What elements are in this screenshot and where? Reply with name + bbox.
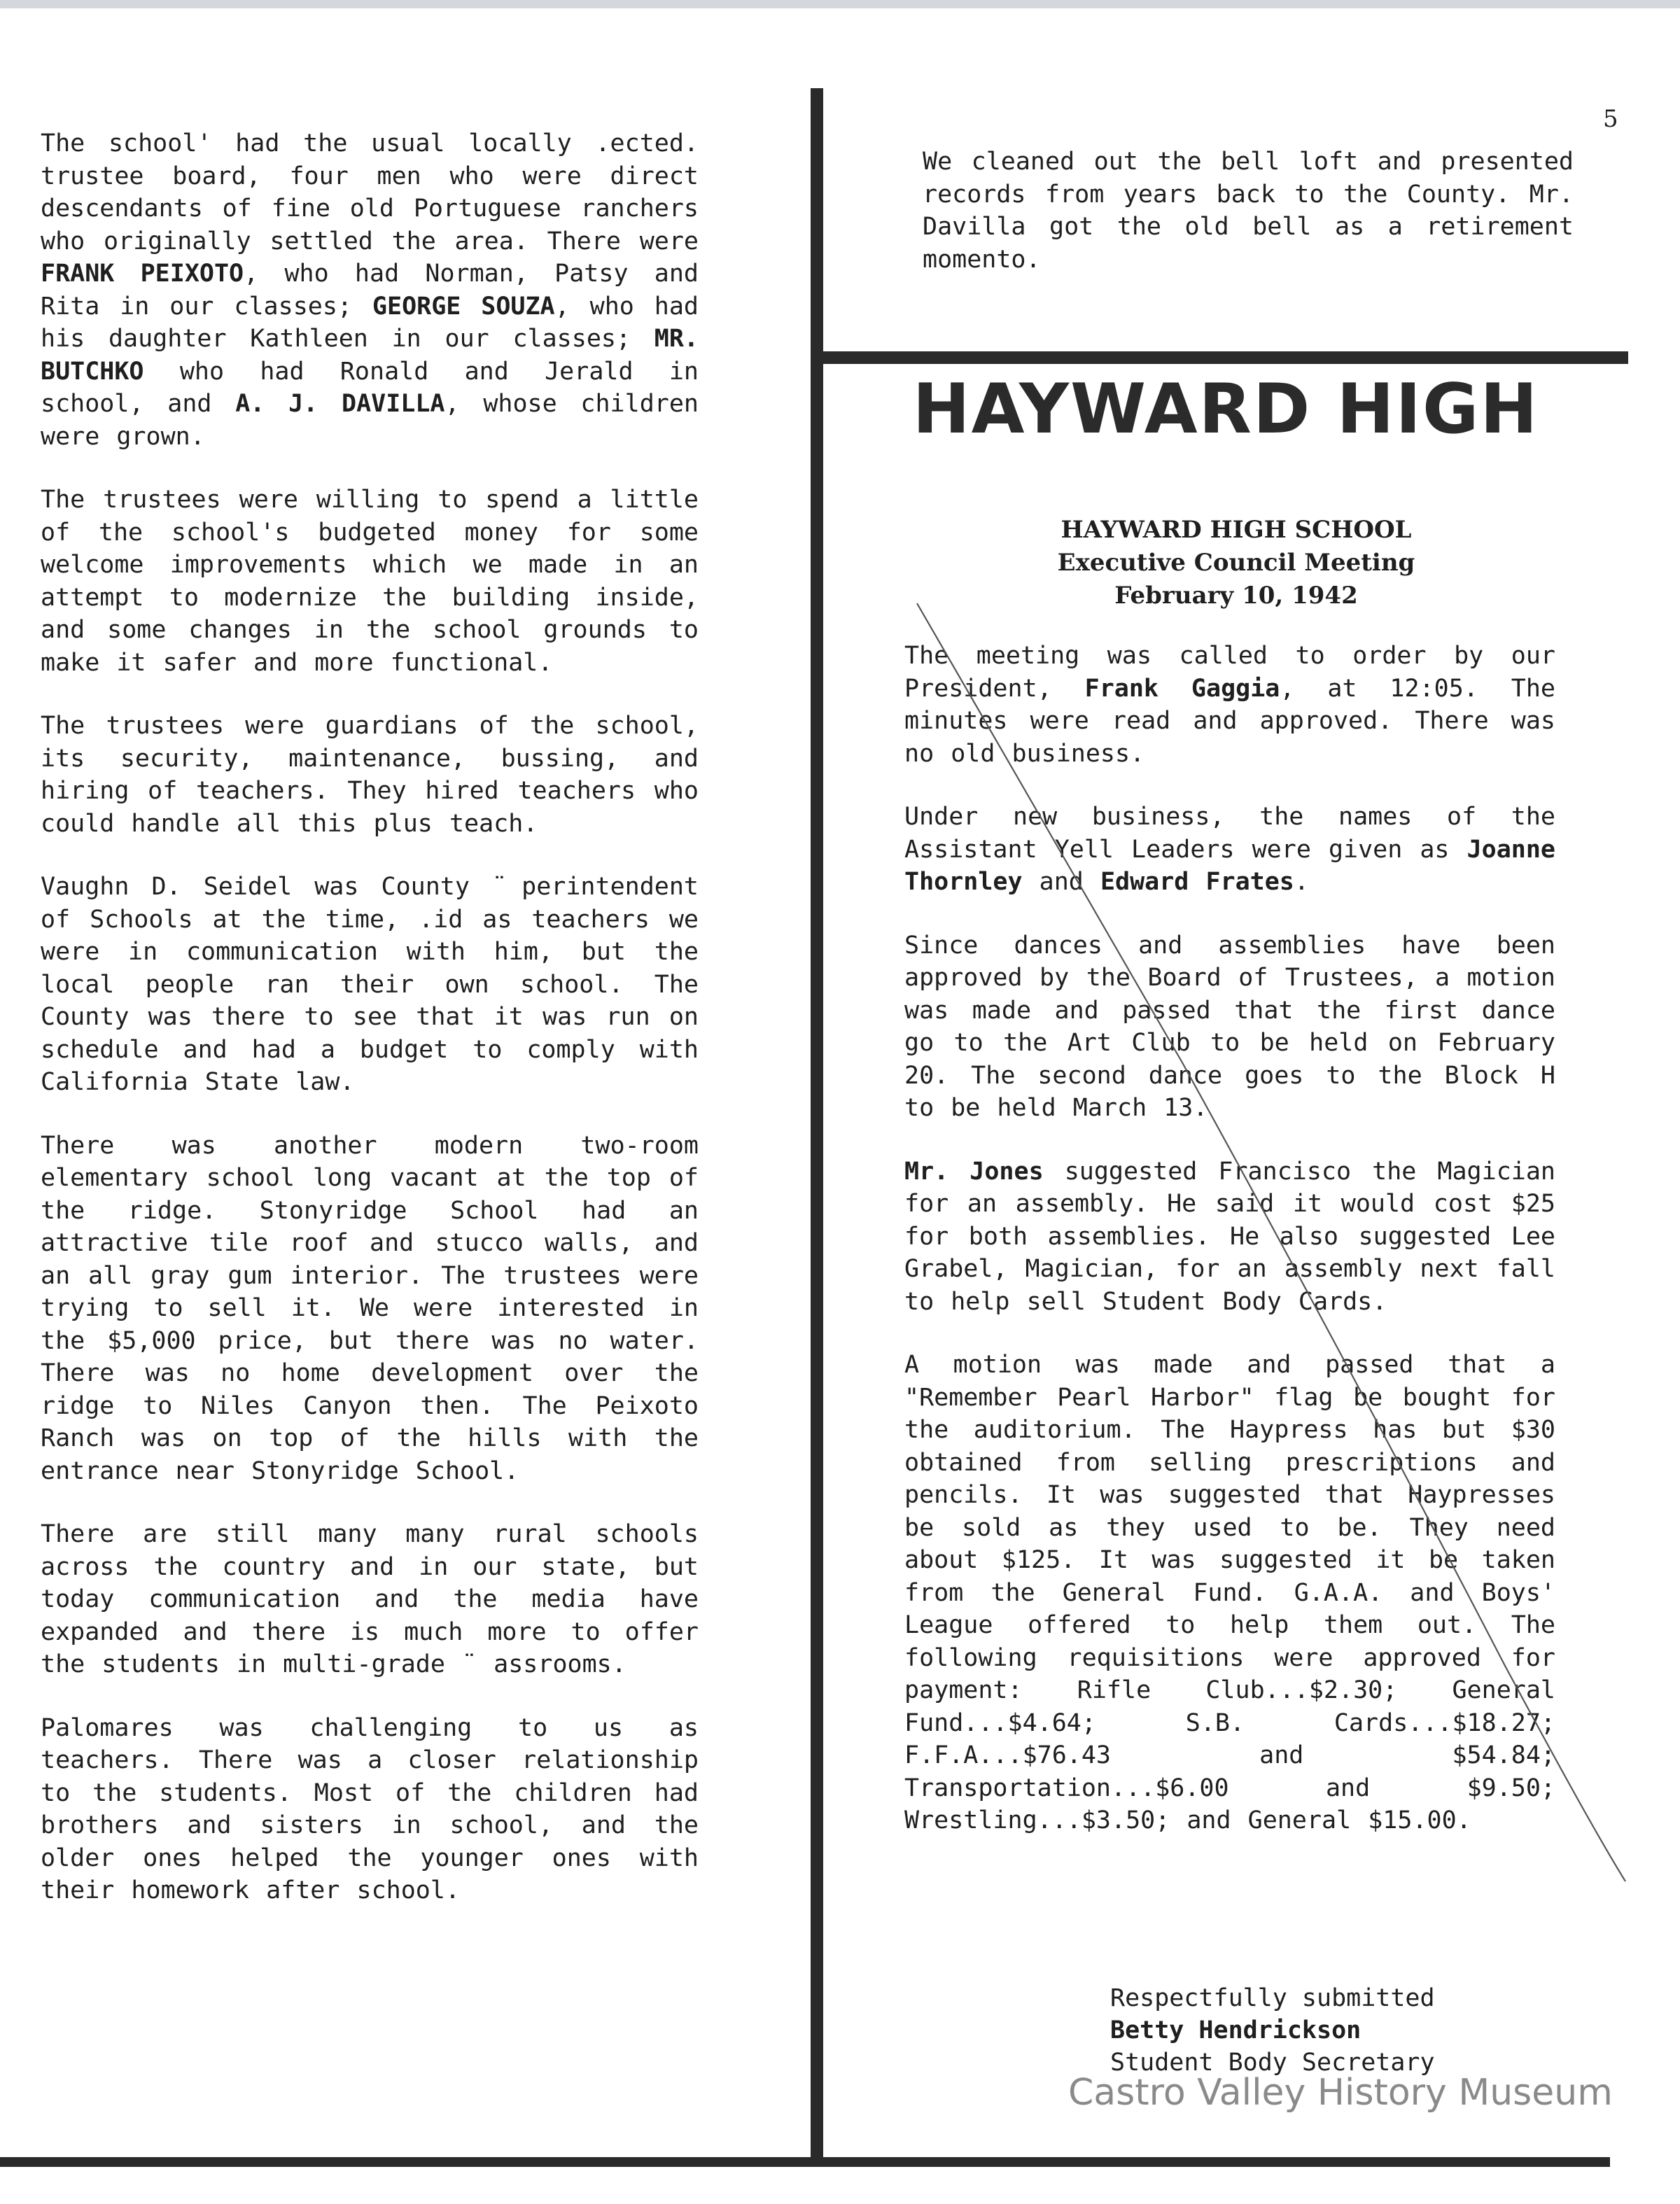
text-run: , who had Norman, Patsy and Rita in our classes; [41,260,699,321]
paragraph [904,1156,1555,1319]
section-divider [823,351,1628,364]
bell-loft-paragraph [923,146,1574,307]
bold-name: FRANK PEIXOTO [41,260,244,288]
meeting-title: Executive Council Meeting [1057,549,1415,577]
bold-name: Joanne Thornley [904,835,1555,896]
page-number: 5 [1603,105,1618,133]
text-run: There are still many many rural schools across the country and in our state, but today communication and the media have expanded and there is much more to offer the students in multi-grade ¨ assrooms. [41,1520,699,1678]
bold-name: Edward Frates [1100,868,1294,896]
text-run: There was another modern two-room elementary school long vacant at the top of the ridge. Stonyridge School had an attractive tile roof and stucco walls, and an all gray gum interior. The trustees were trying to sell it. We were interested in the $5,000 price, but there was no water. There was no home development over the ridge to Niles Canyon then. The Peixoto Ranch was on top of the hills with the entrance near Stonyridge School. [41,1131,699,1485]
meeting-minutes [904,640,1555,1868]
bottom-rule [0,2157,1610,2167]
paragraph [923,146,1574,276]
paragraph [41,484,699,679]
paragraph [904,929,1555,1125]
paragraph [41,1712,699,1907]
text-run: Vaughn D. Seidel was County ¨ perintendent of Schools at the time, .id as teachers we were in communication with him, but the local people ran their own school. The County was there to see that it was run on schedule and had a budget to comply with California State law. [41,873,699,1096]
text-run: The school' had the usual locally .ected. trustee board, four men who were direct descendants of fine old Portuguese ranchers who originally settled the area. There were [41,129,699,255]
bold-name: MR. BUTCHKO [41,325,699,386]
paragraph [41,710,699,840]
text-run: , whose children were grown. [41,390,699,451]
signature-name: Betty Hendrickson [1110,2016,1362,2044]
paragraph [41,1130,699,1488]
meeting-date: February 10, 1942 [1114,582,1358,610]
text-run: The trustees were guardians of the school, its security, maintenance, bussing, and hiring of teachers. They hired teachers who could handle all this plus teach. [41,712,699,838]
paragraph [41,871,699,1099]
bold-name: GEORGE SOUZA [372,292,555,321]
text-run: Under new business, the names of the Assistant Yell Leaders were given as [904,803,1555,864]
text-run: , who had his daughter Kathleen in our classes; [41,292,699,353]
text-run: who had Ronald and Jerald in school, and [41,357,699,418]
text-run: We cleaned out the bell loft and presented records from years back to the County. Mr. Davilla got the old bell as a retirement momento. [923,148,1574,274]
paragraph [904,801,1555,899]
text-run: , at 12:05. The minutes were read and approved. There was no old business. [904,674,1555,768]
left-column [41,127,699,1938]
text-run: suggested Francisco the Magician for an assembly. He said it would cost $25 for both assemblies. He also suggested Lee Grabel, Magician, for an assembly next fall to help sell Student Body Cards. [904,1157,1555,1316]
signature-role: Student Body Secretary [1110,2049,1435,2077]
column-divider [811,88,823,2160]
text-run: A motion was made and passed that a "Remember Pearl Harbor" flag be bought for the auditorium. The Haypress has but $30 obtained from selling prescriptions and pencils. It was suggested that Haypresses be sold as they used to be. They need about $125. It was suggested it be taken from the General Fund. G.A.A. and Boys' League offered to help them out. The following requisitions were approved for payment: Rifle Club...$2.30; General Fund...$4.64; S.B. Cards...$18.27; F.F.A...$76.43 and $54.84; Transportation...$6.00 and $9.50; Wrestling...$3.50; and General $15.00. [904,1351,1555,1834]
text-run: Palomares was challenging to us as teachers. There was a closer relationship to the students. Most of the children had brothers and sisters in school, and the older ones helped the younger ones with their homework after school. [41,1713,699,1904]
paragraph [41,1518,699,1681]
bold-name: Mr. Jones [904,1157,1044,1186]
text-run: . [1294,868,1309,896]
signature-closing: Respectfully submitted [1110,1984,1435,2012]
text-run: Since dances and assemblies have been approved by the Board of Trustees, a motion was made and passed that the first dance go to the Art Club to be held on February 20. The second dance goes to the Block H to be held March 13. [904,931,1555,1122]
meeting-heading [823,514,1649,612]
text-run: The meeting was called to order by our President, [904,642,1555,703]
paragraph [904,640,1555,770]
paragraph [904,1349,1555,1837]
signature-block [1110,1982,1435,2079]
text-run: and [1022,868,1100,896]
headline: HAYWARD HIGH [912,370,1539,449]
text-run: The trustees were willing to spend a little of the school's budgeted money for some welcome improvements which we made in an attempt to modernize the building inside, and some changes in the school grounds to make it safer and more functional. [41,486,699,677]
meeting-school: HAYWARD HIGH SCHOOL [1060,516,1412,544]
watermark: Castro Valley History Museum [1068,2072,1613,2114]
bold-name: Frank Gaggia [1084,674,1280,703]
bold-name: A. J. DAVILLA [235,390,445,418]
scan-top-edge [0,0,1680,8]
paragraph [41,127,699,453]
